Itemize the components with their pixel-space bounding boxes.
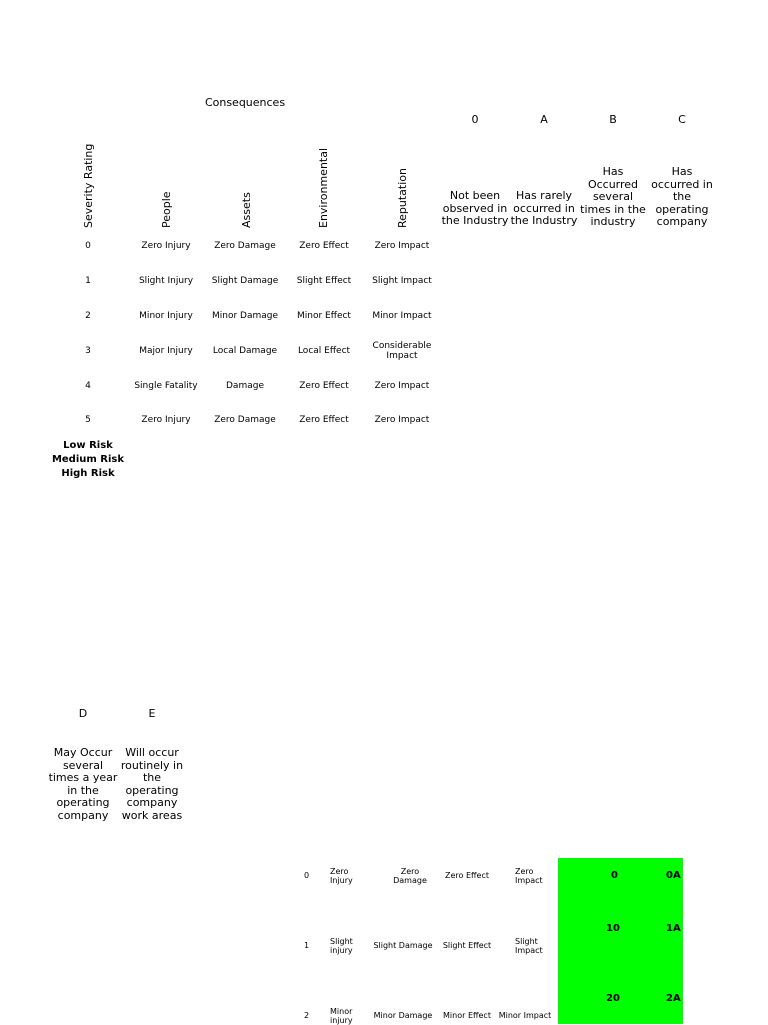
- reputation-cell: Zero Impact: [374, 381, 430, 391]
- people-cell: Zero Injury: [141, 415, 191, 425]
- risk-code: 0A: [666, 870, 681, 881]
- people-cell: Single Fatality: [134, 381, 198, 391]
- people-cell: Major Injury: [139, 346, 193, 356]
- environmental-header: Environmental: [317, 147, 330, 228]
- risk-score: 20: [606, 993, 620, 1004]
- people-header: People: [160, 191, 173, 228]
- assets-cell: Zero Damage: [214, 241, 276, 251]
- low-risk-zone: [558, 858, 683, 1024]
- people-cell: Zero Injury: [330, 867, 353, 885]
- assets-cell: Damage: [226, 381, 264, 391]
- severity-rating: 1: [304, 941, 310, 950]
- reputation-cell: Minor Impact: [372, 311, 432, 321]
- people-cell: Zero Injury: [141, 241, 191, 251]
- environmental-cell: Minor Effect: [443, 1011, 491, 1020]
- legend-high-risk: High Risk: [61, 468, 115, 479]
- assets-cell: Zero Damage: [214, 415, 276, 425]
- likelihood-letter-b: B: [609, 113, 617, 126]
- likelihood-desc-c: Has occurred in the operating company: [651, 165, 713, 228]
- environmental-cell: Zero Effect: [299, 415, 349, 425]
- severity-rating: 1: [85, 276, 91, 286]
- legend-medium-risk: Medium Risk: [51, 454, 125, 465]
- likelihood-desc-d: May Occur several times a year in the operating company: [48, 746, 118, 822]
- consequences-heading: Consequences: [204, 96, 286, 109]
- severity-rating: 2: [85, 311, 91, 321]
- severity-rating-header: Severity Rating: [82, 143, 95, 228]
- reputation-cell: Minor Impact: [498, 1011, 552, 1020]
- environmental-cell: Slight Effect: [442, 941, 492, 950]
- reputation-cell: Zero Impact: [374, 241, 430, 251]
- reputation-cell: Slight Impact: [372, 276, 432, 286]
- severity-rating: 0: [85, 241, 91, 251]
- likelihood-desc-e: Will occur routinely in the operating company work areas: [120, 746, 184, 822]
- likelihood-letter-e: E: [148, 707, 156, 720]
- likelihood-desc-b: Has Occurred several times in the industry: [580, 165, 646, 228]
- environmental-cell: Zero Effect: [445, 871, 489, 880]
- reputation-header: Reputation: [396, 168, 409, 228]
- environmental-cell: Minor Effect: [297, 311, 351, 321]
- people-cell: Slight Injury: [138, 276, 194, 286]
- severity-rating: 3: [85, 346, 91, 356]
- risk-code: 1A: [666, 923, 681, 934]
- people-cell: Minor Injury: [139, 311, 193, 321]
- likelihood-letter-a: A: [540, 113, 548, 126]
- likelihood-letter-c: C: [678, 113, 686, 126]
- likelihood-desc-0: Not been observed in the Industry: [441, 189, 509, 227]
- environmental-cell: Slight Effect: [296, 276, 352, 286]
- people-cell: Slight injury: [330, 937, 353, 955]
- assets-header: Assets: [240, 192, 253, 228]
- likelihood-letter-d: D: [78, 707, 88, 720]
- severity-rating: 4: [85, 381, 91, 391]
- reputation-cell: Considerable Impact: [372, 341, 432, 361]
- assets-cell: Slight Damage: [373, 941, 433, 950]
- risk-score: 0: [611, 870, 618, 881]
- severity-rating: 0: [304, 871, 310, 880]
- reputation-cell: Zero Impact: [515, 867, 543, 885]
- environmental-cell: Zero Effect: [299, 381, 349, 391]
- likelihood-letter-0: 0: [471, 113, 479, 126]
- risk-score: 10: [606, 923, 620, 934]
- risk-code: 2A: [666, 993, 681, 1004]
- environmental-cell: Zero Effect: [299, 241, 349, 251]
- severity-rating: 2: [304, 1011, 310, 1020]
- severity-rating: 5: [85, 415, 91, 425]
- assets-cell: Slight Damage: [211, 276, 279, 286]
- assets-cell: Local Damage: [212, 346, 278, 356]
- assets-cell: Minor Damage: [211, 311, 278, 321]
- reputation-cell: Slight Impact: [515, 937, 543, 955]
- likelihood-desc-a: Has rarely occurred in the Industry: [510, 189, 578, 227]
- legend-low-risk: Low Risk: [63, 440, 113, 451]
- reputation-cell: Zero Impact: [374, 415, 430, 425]
- assets-cell: Zero Damage: [393, 867, 427, 885]
- assets-cell: Minor Damage: [373, 1011, 433, 1020]
- environmental-cell: Local Effect: [297, 346, 351, 356]
- people-cell: Minor injury: [330, 1007, 353, 1025]
